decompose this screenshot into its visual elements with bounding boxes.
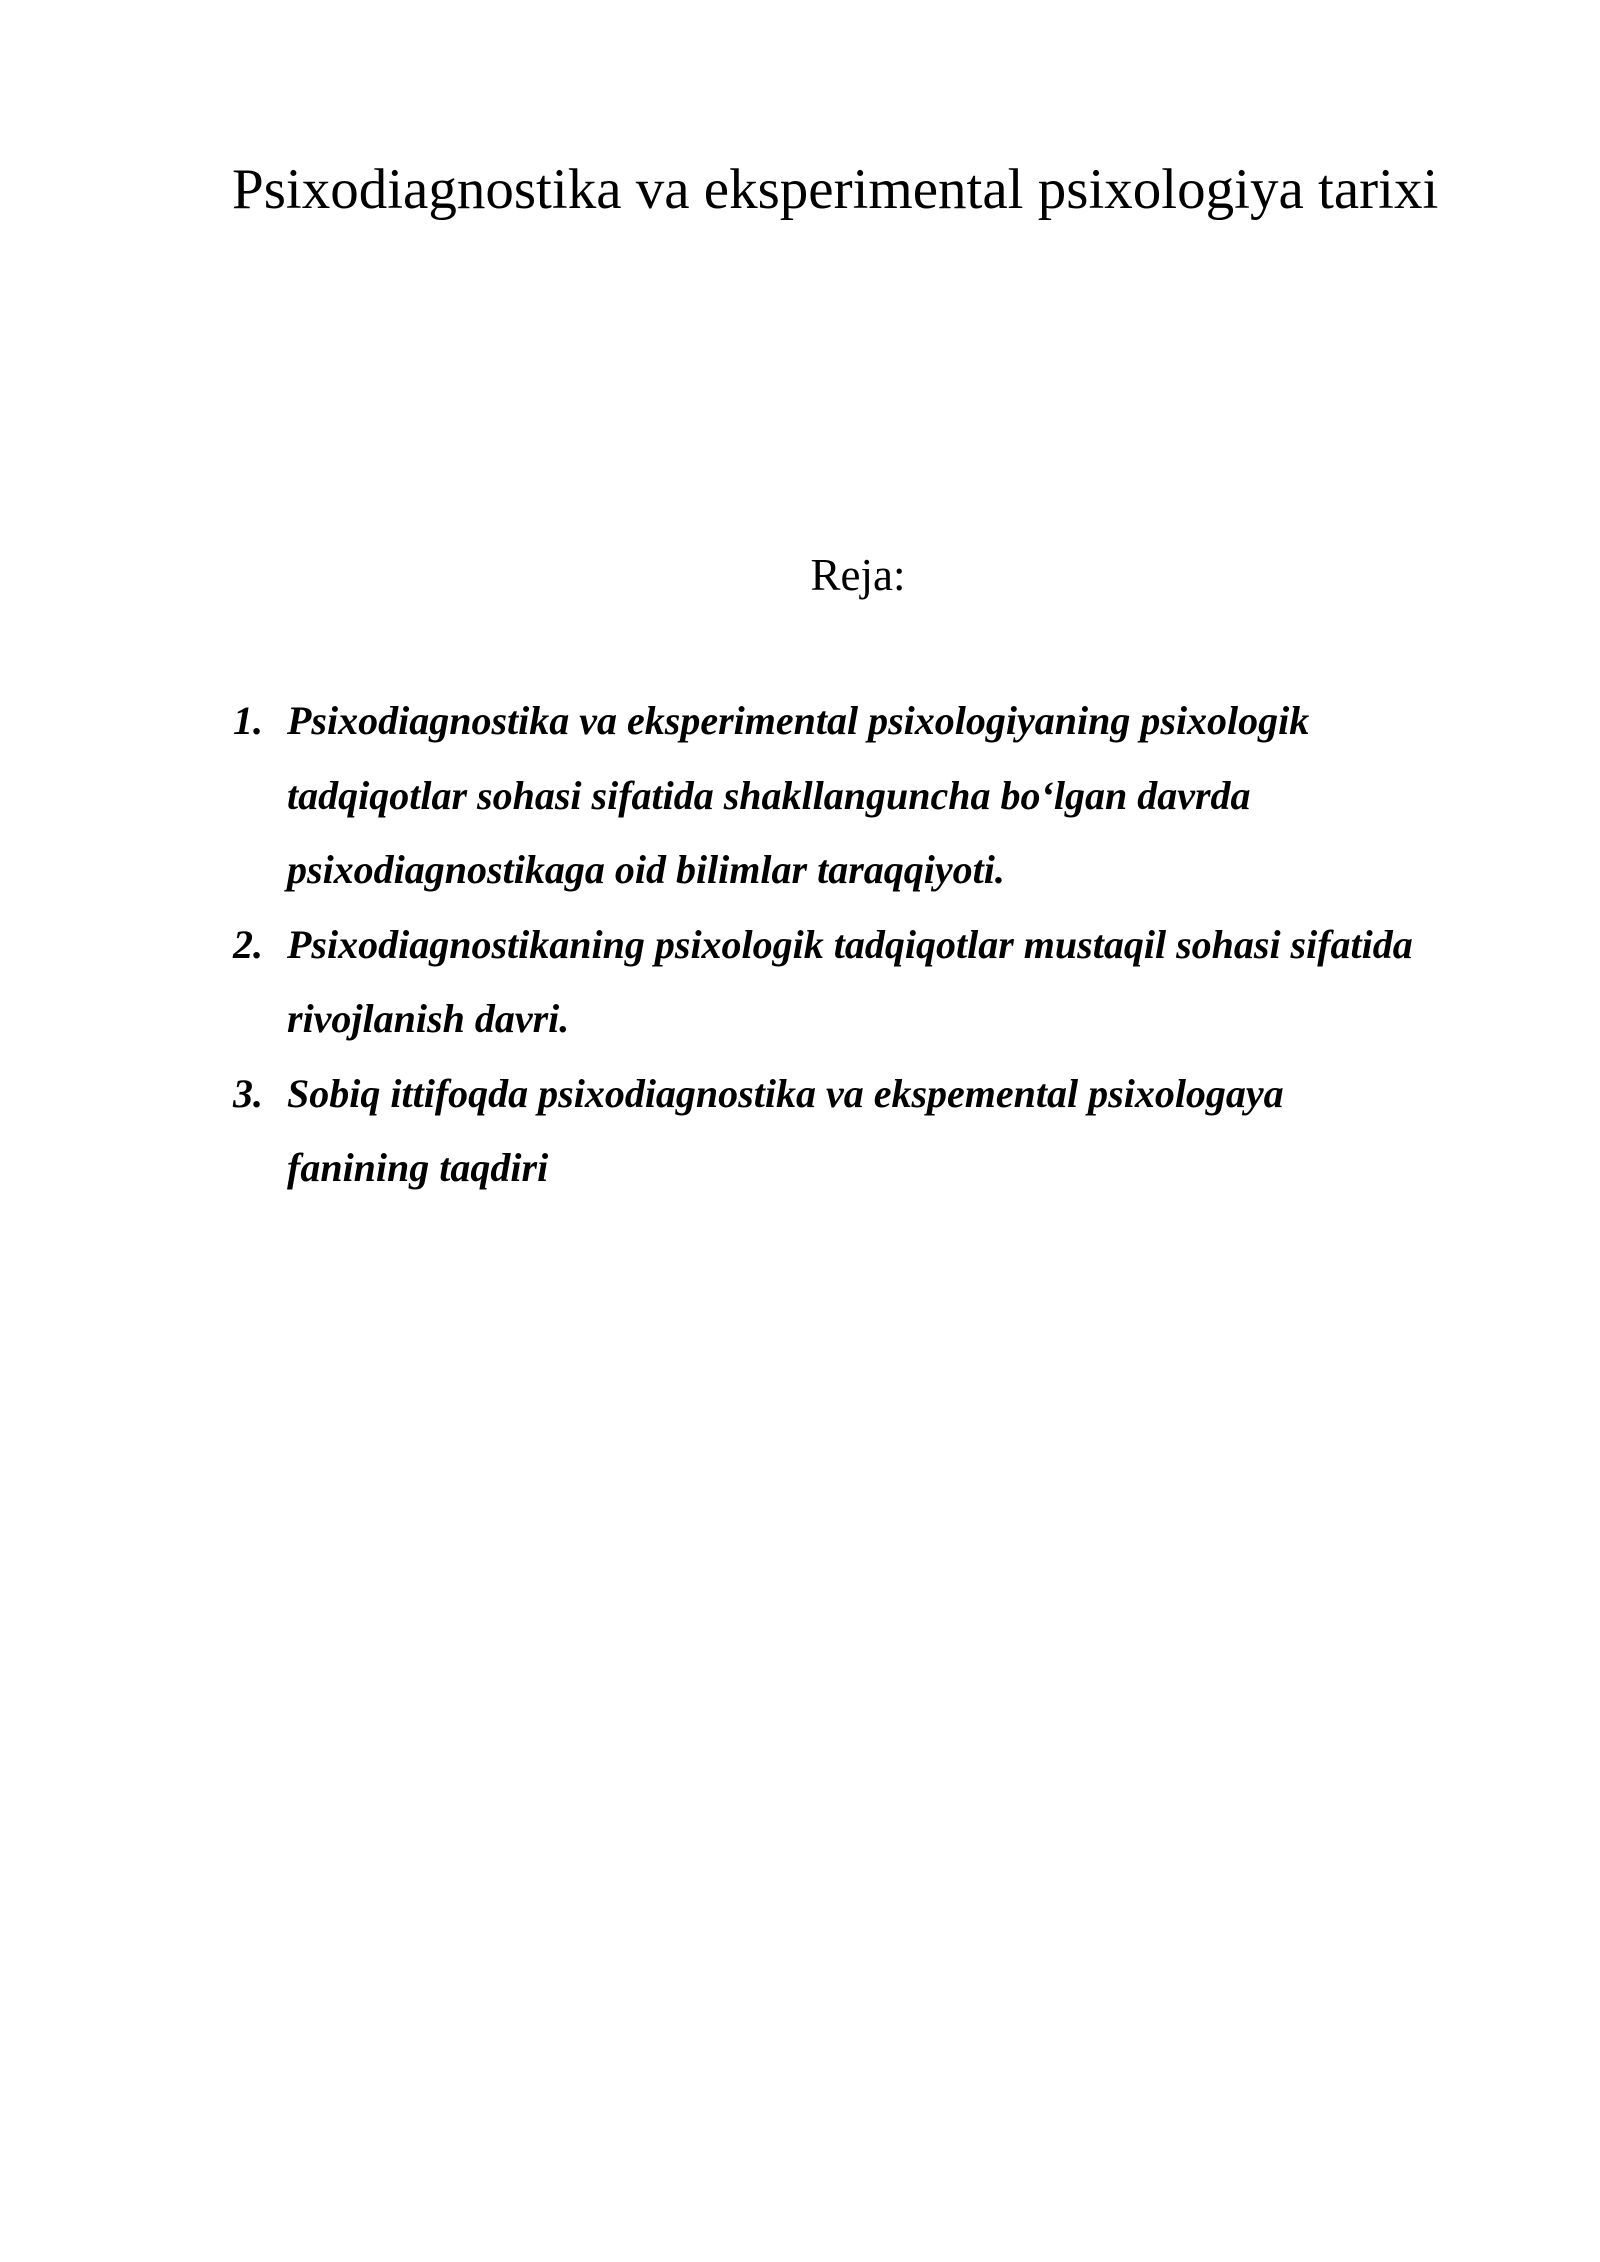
document-title: Psixodiagnostika va eksperimental psixologiya tarixi [232, 158, 1439, 221]
plan-item-3 [233, 1057, 1413, 1206]
plan-list [233, 684, 1413, 1206]
plan-item-1 [233, 684, 1413, 908]
plan-item-number: 1. [233, 698, 263, 743]
plan-item-number: 3. [233, 1070, 263, 1116]
plan-item-text: Psixodiagnostikaning psixologik tadqiqotlar mustaqil sohasi sifatida rivojlanish davri. [287, 921, 1413, 1041]
plan-item-text: Psixodiagnostika va eksperimental psixologiyaning psixologik tadqiqotlar sohasi sifatida shakllanguncha bo‘lgan davrda psixodiagnostikaga oid bilimlar taraqqiyoti. [287, 698, 1310, 892]
plan-heading: Reja: [810, 550, 906, 600]
plan-item-number: 2. [233, 921, 263, 967]
plan-item-text: Sobiq ittifoqda psixodiagnostika va ekspemental psixologaya fanining taqdiri [287, 1070, 1284, 1190]
plan-item-2 [233, 908, 1413, 1057]
